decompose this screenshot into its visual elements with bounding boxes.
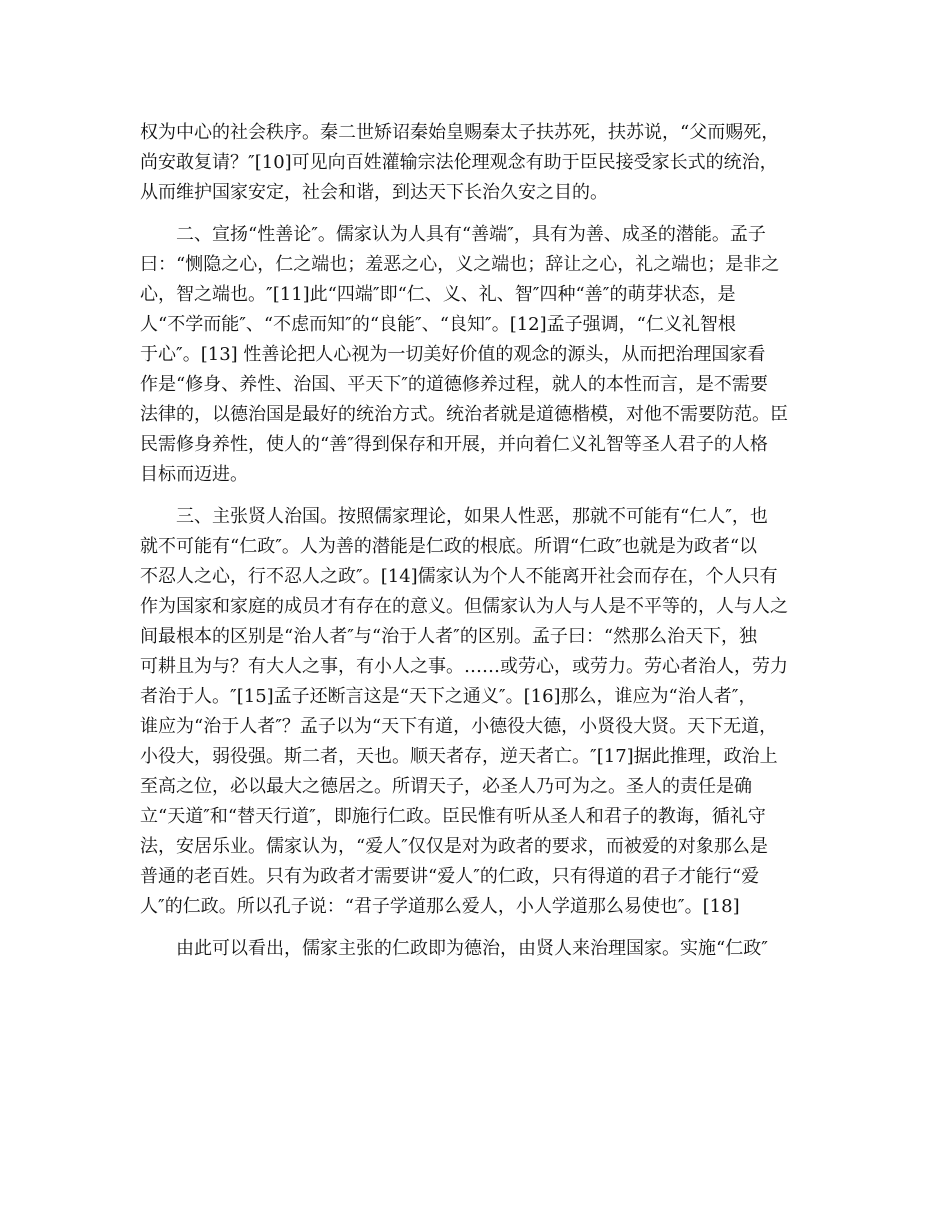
text-line: 人“不学而能″、“不虑而知″的“良能″、“良知″。[12]孟子强调，“仁义礼智根 [140, 314, 736, 335]
text-line: 三、主张贤人治国。按照儒家理论，如果人性恶，那就不可能有“仁人″，也 [176, 506, 768, 527]
text-line: 心，智之端也。″[11]此“四端″即“仁、义、礼、智″四种“善″的萌芽状态，是 [140, 284, 736, 305]
text-line: 目标而迈进。 [140, 464, 248, 485]
text-line: 立“天道″和“替天行道″，即施行仁政。臣民惟有听从圣人和君子的教诲，循礼守 [140, 806, 766, 827]
text-line: 尚安敢复请？″[10]可见向百姓灌输宗法伦理观念有助于臣民接受家长式的统治， [140, 152, 778, 173]
text-line: 从而维护国家安定，社会和谐，到达天下长治久安之目的。 [140, 182, 608, 203]
text-line: 小役大，弱役强。斯二者，天也。顺天者存，逆天者亡。″[17]据此推理，政治上 [140, 746, 778, 767]
paragraph-spacer [140, 922, 810, 934]
text-line: 法律的，以德治国是最好的统治方式。统治者就是道德楷模，对他不需要防范。臣 [140, 404, 788, 425]
text-line: 民需修身养性，使人的“善″得到保存和开展，并向着仁义礼智等圣人君子的人格 [140, 434, 768, 455]
paragraph-spacer [140, 490, 810, 502]
paragraph-sage-governance [140, 502, 810, 922]
text-line: 由此可以看出，儒家主张的仁政即为德治，由贤人来治理国家。实施“仁政″ [176, 938, 768, 959]
paragraph-human-nature [140, 220, 810, 490]
text-line: 间最根本的区别是“治人者″与“治于人者″的区别。孟子曰：“然那么治天下，独 [140, 626, 758, 647]
paragraph-conclusion [140, 934, 810, 964]
text-line: 于心″。[13] 性善论把人心视为一切美好价值的观念的源头，从而把治理国家看 [140, 344, 766, 365]
document-page [140, 118, 810, 964]
paragraph-social-order [140, 118, 810, 208]
text-line: 法，安居乐业。儒家认为，“爱人″仅仅是对为政者的要求，而被爱的对象那么是 [140, 836, 768, 857]
text-line: 作是“修身、养性、治国、平天下″的道德修养过程，就人的本性而言，是不需要 [140, 374, 768, 395]
text-line: 曰：“恻隐之心，仁之端也；羞恶之心，义之端也；辞让之心，礼之端也；是非之 [140, 254, 780, 275]
text-line: 至高之位，必以最大之德居之。所谓天子，必圣人乃可为之。圣人的责任是确 [140, 776, 752, 797]
text-line: 者治于人。″[15]孟子还断言这是“天下之通义″。[16]那么，谁应为“治人者″， [140, 686, 757, 707]
text-line: 普通的老百姓。只有为政者才需要讲“爱人″的仁政，只有得道的君子才能行“爱 [140, 866, 760, 887]
text-line: 可耕且为与？有大人之事，有小人之事。……或劳心，或劳力。劳心者治人，劳力 [140, 656, 788, 677]
text-line: 权为中心的社会秩序。秦二世矫诏秦始皇赐秦太子扶苏死，扶苏说，“父而赐死， [140, 122, 780, 143]
text-line: 作为国家和家庭的成员才有存在的意义。但儒家认为人与人是不平等的，人与人之 [140, 596, 788, 617]
text-line: 谁应为“治于人者″？孟子以为“天下有道，小德役大德，小贤役大贤。天下无道， [140, 716, 778, 737]
text-line: 不忍人之心，行不忍人之政″。[14]儒家认为个人不能离开社会而存在，个人只有 [140, 566, 778, 587]
text-line: 就不可能有“仁政″。人为善的潜能是仁政的根底。所谓“仁政″也就是为政者“以 [140, 536, 758, 557]
text-line: 人″的仁政。所以孔子说：“君子学道那么爱人，小人学道那么易使也″。[18] [140, 896, 740, 917]
paragraph-spacer [140, 208, 810, 220]
text-line: 二、宣扬“性善论″。儒家认为人具有“善端″，具有为善、成圣的潜能。孟子 [176, 224, 766, 245]
